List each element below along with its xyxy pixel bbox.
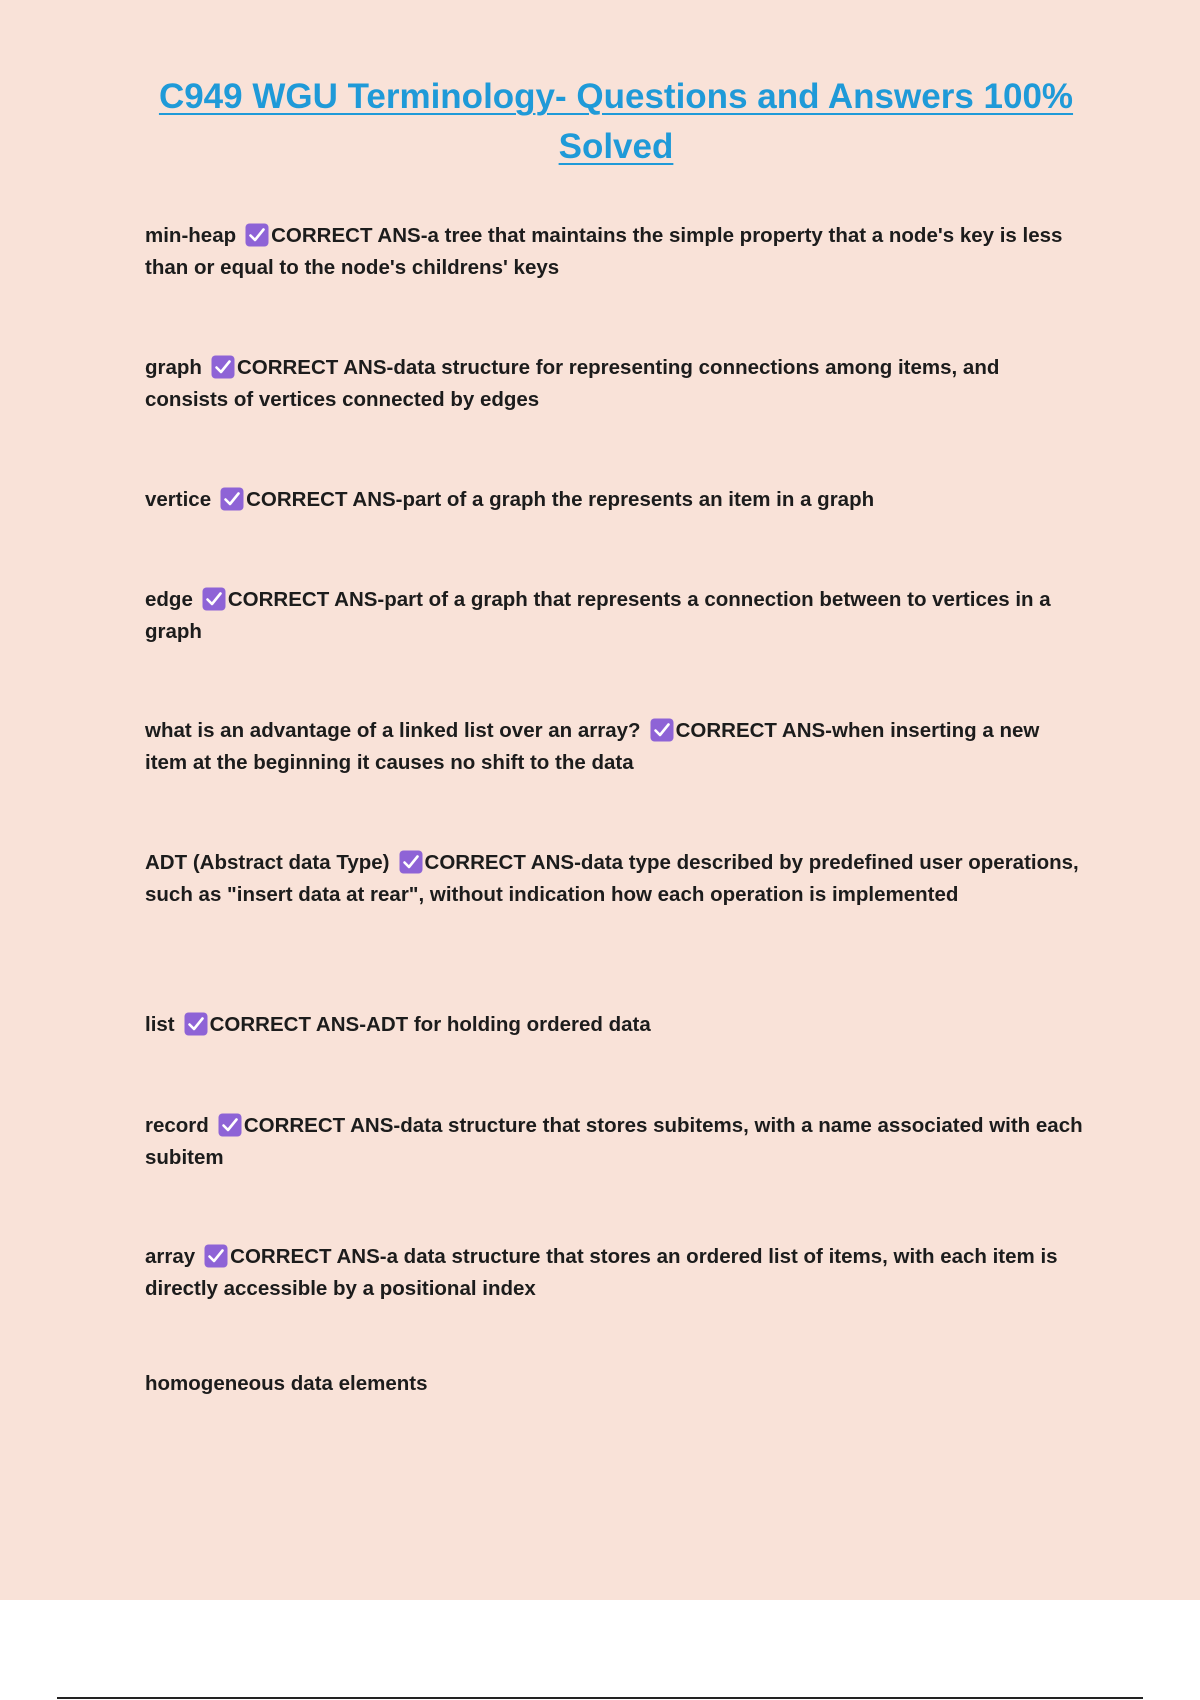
- qa-item: [145, 1009, 1085, 1041]
- qa-term: record: [145, 1114, 209, 1137]
- qa-item: [145, 1110, 1085, 1173]
- qa-term: list: [145, 1013, 175, 1036]
- qa-item: [145, 715, 1085, 778]
- qa-term: graph: [145, 356, 202, 379]
- document-title: C949 WGU Terminology- Questions and Answers 100% Solved: [158, 77, 1074, 166]
- qa-item: [145, 220, 1085, 283]
- checkbox-checked-icon: [650, 718, 674, 742]
- qa-answer: CORRECT ANS-data structure that stores subitems, with a name associated with each subitem: [145, 1114, 1083, 1169]
- qa-answer: CORRECT ANS-part of a graph that represents a connection between to vertices in a graph: [145, 588, 1051, 643]
- qa-answer: CORRECT ANS-part of a graph the represents an item in a graph: [246, 488, 875, 511]
- checkbox-checked-icon: [204, 1244, 228, 1268]
- qa-answer: CORRECT ANS-data type described by predefined user operations, such as "insert data at rear", without indication how each operation is implemented: [145, 851, 1079, 906]
- qa-answer: CORRECT ANS-when inserting a new item at the beginning it causes no shift to the data: [145, 719, 1040, 774]
- qa-answer: CORRECT ANS-a data structure that stores an ordered list of items, with each item is directly accessible by a positional index: [145, 1245, 1058, 1300]
- qa-answer: CORRECT ANS-a tree that maintains the simple property that a node's key is less than or equal to the node's childrens' keys: [145, 224, 1063, 279]
- checkbox-checked-icon: [202, 587, 226, 611]
- qa-term: edge: [145, 588, 193, 611]
- qa-answer: CORRECT ANS-data structure for representing connections among items, and consists of vertices connected by edges: [145, 356, 1000, 411]
- qa-term: array: [145, 1245, 196, 1268]
- checkbox-checked-icon: [399, 850, 423, 874]
- qa-item: [145, 847, 1085, 910]
- checkbox-checked-icon: [211, 355, 235, 379]
- checkbox-checked-icon: [218, 1113, 242, 1137]
- qa-term: min-heap: [145, 224, 237, 247]
- qa-item: [145, 484, 1085, 516]
- qa-term: ADT (Abstract data Type): [145, 851, 390, 874]
- checkbox-checked-icon: [184, 1012, 208, 1036]
- qa-answer: CORRECT ANS-ADT for holding ordered data: [209, 1013, 651, 1036]
- checkbox-checked-icon: [220, 487, 244, 511]
- qa-term: what is an advantage of a linked list over an array?: [145, 719, 641, 742]
- qa-item: [145, 352, 1085, 415]
- checkbox-checked-icon: [245, 223, 269, 247]
- qa-item: [145, 584, 1085, 647]
- footer-divider: [57, 1697, 1143, 1699]
- qa-item: [145, 1368, 1085, 1400]
- qa-term: vertice: [145, 488, 212, 511]
- qa-item: [145, 1241, 1085, 1304]
- qa-term: homogeneous data elements: [145, 1372, 428, 1395]
